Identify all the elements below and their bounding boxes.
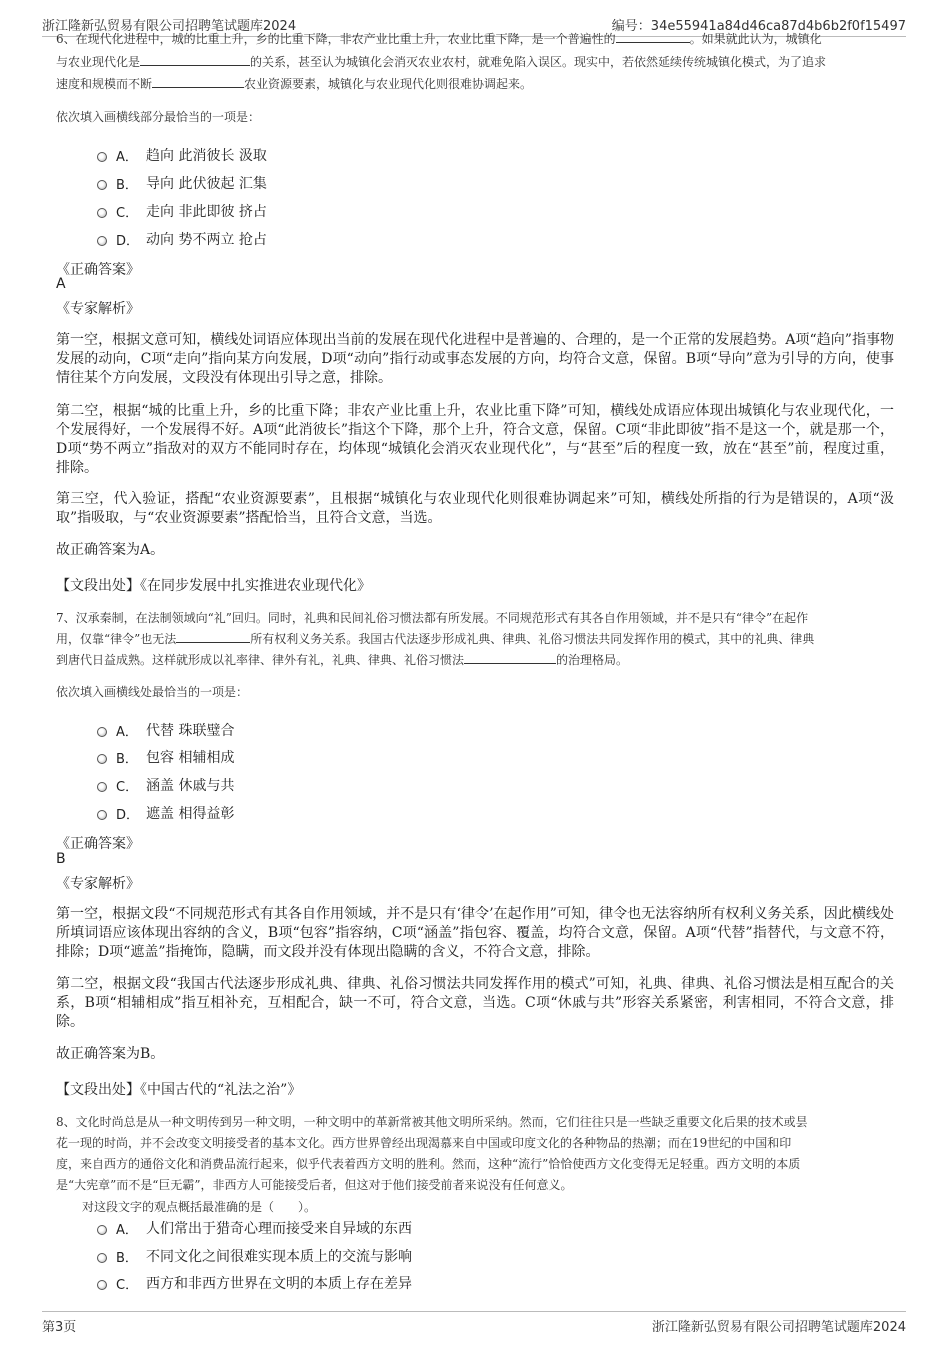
option-text: 不同文化之间很难实现本质上的交流与影响 xyxy=(146,1249,412,1265)
option-text: 趋向 此消彼长 汲取 xyxy=(146,148,267,164)
q7-prompt: 依次填入画横线处最恰当的一项是： xyxy=(56,685,249,699)
q6-answer-label: 《正确答案》 xyxy=(56,262,140,278)
option-letter: D． xyxy=(116,807,140,823)
q8-option-a[interactable] xyxy=(97,1218,412,1238)
q6-text-line1 xyxy=(56,29,894,50)
option-letter: A． xyxy=(116,149,138,165)
q7-source: 【文段出处】《中国古代的“礼法之治”》 xyxy=(56,1082,302,1098)
q8-prompt: 对这段文字的观点概括最准确的是（ ）。 xyxy=(82,1200,317,1214)
q6-text-line2 xyxy=(56,52,894,73)
radio-icon[interactable] xyxy=(97,236,107,246)
q6-option-c[interactable] xyxy=(97,201,267,221)
option-text: 动向 势不两立 抢占 xyxy=(146,232,267,248)
option-text: 导向 此伏彼起 汇集 xyxy=(146,176,267,192)
header-code-label: 编号： xyxy=(611,19,651,34)
q7-option-b[interactable] xyxy=(97,747,234,767)
radio-icon[interactable] xyxy=(97,1225,107,1235)
radio-icon[interactable] xyxy=(97,1253,107,1263)
option-letter: B． xyxy=(116,751,138,767)
q6-text-line1-a: 6、在现代化进程中，城的比重上升，乡的比重下降，非农产业比重上升，农业比重下降，是一个普遍性的 xyxy=(56,32,616,46)
q7-answer-label: 《正确答案》 xyxy=(56,836,140,852)
radio-icon[interactable] xyxy=(97,782,107,792)
q7-text-line2 xyxy=(56,629,894,650)
q7-analysis-label: 《专家解析》 xyxy=(56,876,140,892)
q6-answer: A xyxy=(56,276,66,292)
blank xyxy=(464,652,556,664)
header-code-value: 34e55941a84d46ca87d4b6b2f0f15497 xyxy=(650,19,906,34)
q7-analysis-1: 第一空，根据文段“不同规范形式有其各自作用领域，并不是只有‘律令’在起作用”可知，律令也无法容纳所有权利义务关系，因此横线处所填词语应该体现出容纳的含义，B项“包容”指容纳，C项“涵盖”指包容、覆盖，均符合文意，保留。A项“代替”指替代，与文意不符，排除；D项“遮盖”指掩饰，隐瞒，而文段并没有体现出隐瞒的含义，不符合文意，排除。 xyxy=(56,906,894,960)
option-text: 包容 相辅相成 xyxy=(146,750,235,766)
q7-text-line2-a: 用，仅靠“律令”也无法 xyxy=(56,632,177,646)
q6-analysis-label: 《专家解析》 xyxy=(56,301,140,317)
q7-text-line2-b: 所有权利义务关系。我国古代法逐步形成礼典、律典、礼俗习惯法共同发挥作用的模式，其中的礼典、律典 xyxy=(250,632,815,646)
option-text: 遮盖 相得益彰 xyxy=(146,806,235,822)
q8-text-line1: 8、文化时尚总是从一种文明传到另一种文明，一种文明中的革新常被其他文明所采纳。然而，它们往往只是一些缺乏重要文化后果的技术或昙 xyxy=(56,1115,808,1129)
radio-icon[interactable] xyxy=(97,1280,107,1290)
q8-text-line2: 花一现的时尚，并不会改变文明接受者的基本文化。西方世界曾经出现渴慕来自中国或印度文化的各种物品的热潮；而在19世纪的中国和印 xyxy=(56,1136,792,1150)
radio-icon[interactable] xyxy=(97,180,107,190)
q7-analysis-3: 故正确答案为B。 xyxy=(56,1046,165,1062)
blank xyxy=(152,76,244,88)
q8-option-b[interactable] xyxy=(97,1246,412,1266)
q6-option-a[interactable] xyxy=(97,145,267,165)
q7-text-line1: 7、汉承秦制，在法制领域向“礼”回归。同时，礼典和民间礼俗习惯法都有所发展。不同规范形式有其各自作用领域，并不是只有“律令”在起作 xyxy=(56,611,809,625)
option-letter: B． xyxy=(116,1250,138,1266)
q6-analysis-1: 第一空，根据文意可知，横线处词语应体现出当前的发展在现代化进程中是普遍的、合理的，是一个正常的发展趋势。A项“趋向”指事物发展的动向，C项“走向”指向某方向发展，D项“动向”指行动或事态发展的方向，均符合文意，保留。B项“导向”意为引导的方向，使事情往某个方向发展，文段没有体现出引导之意，排除。 xyxy=(56,332,894,386)
footer-title: 浙江隆新弘贸易有限公司招聘笔试题库2024 xyxy=(651,1320,906,1335)
blank xyxy=(140,54,250,66)
q7-option-d[interactable] xyxy=(97,803,234,823)
q7-option-c[interactable] xyxy=(97,775,234,795)
q7-answer: B xyxy=(56,851,66,867)
q6-prompt: 依次填入画横线部分最恰当的一项是： xyxy=(56,110,261,124)
q6-text-line2-a: 与农业现代化是 xyxy=(56,55,141,69)
radio-icon[interactable] xyxy=(97,754,107,764)
q6-option-d[interactable] xyxy=(97,229,267,249)
q8-text-line3: 度，来自西方的通俗文化和消费品流行起来，似乎代表着西方文明的胜利。然而，这种“流行”恰恰使西方文化变得无足轻重。西方文明的本质 xyxy=(56,1157,801,1171)
radio-icon[interactable] xyxy=(97,152,107,162)
page-number: 第3页 xyxy=(42,1320,77,1335)
header-title: 浙江隆新弘贸易有限公司招聘笔试题库2024 xyxy=(42,19,297,34)
q7-text-line3 xyxy=(56,650,894,671)
option-text: 走向 非此即彼 挤占 xyxy=(146,204,267,220)
q7-text-line3-b: 的治理格局。 xyxy=(556,653,629,667)
option-letter: D． xyxy=(116,233,140,249)
q6-text-line2-b: 的关系，甚至认为城镇化会消灭农业农村，就难免陷入误区。现实中，若依然延续传统城镇化模式，为了追求 xyxy=(250,55,827,69)
option-letter: B． xyxy=(116,177,138,193)
option-letter: C． xyxy=(116,1277,139,1293)
option-text: 西方和非西方世界在文明的本质上存在差异 xyxy=(146,1276,412,1292)
option-letter: C． xyxy=(116,779,139,795)
q6-text-line1-b: 。如果就此认为，城镇化 xyxy=(689,32,822,46)
q6-text-line3-b: 农业资源要素，城镇化与农业现代化则很难协调起来。 xyxy=(244,77,533,91)
q6-analysis-4: 故正确答案为A。 xyxy=(56,542,165,558)
radio-icon[interactable] xyxy=(97,208,107,218)
radio-icon[interactable] xyxy=(97,810,107,820)
q6-analysis-3: 第三空，代入验证，搭配“农业资源要素”，且根据“城镇化与农业现代化则很难协调起来”可知，横线处所指的行为是错误的，A项“汲取”指吸取，与“农业资源要素”搭配恰当，且符合文意，当选。 xyxy=(56,491,894,526)
blank xyxy=(616,31,690,43)
q8-text-line4: 是“大宪章”而不是“巨无霸”，非西方人可能接受后者，但这对于他们接受前者来说没有任何意义。 xyxy=(56,1178,573,1192)
radio-icon[interactable] xyxy=(97,727,107,737)
blank xyxy=(176,631,250,643)
q6-text-line3-a: 速度和规模而不断 xyxy=(56,77,153,91)
option-text: 代替 珠联璧合 xyxy=(146,723,235,739)
q7-text-line3-a: 到唐代日益成熟。这样就形成以礼率律、律外有礼，礼典、律典、礼俗习惯法 xyxy=(56,653,465,667)
q7-analysis-2: 第二空，根据文段“我国古代法逐步形成礼典、律典、礼俗习惯法共同发挥作用的模式”可知，礼典、律典、礼俗习惯法是相互配合的关系，B项“相辅相成”指互相补充，互相配合，缺一不可，符合文意，当选。C项“休戚与共”形容关系紧密，利害相同，不符合文意，排除。 xyxy=(56,976,894,1030)
option-letter: A． xyxy=(116,1222,138,1238)
q6-option-b[interactable] xyxy=(97,173,267,193)
option-letter: A． xyxy=(116,724,138,740)
option-text: 人们常出于猎奇心理而接受来自异域的东西 xyxy=(146,1221,412,1237)
q8-option-c[interactable] xyxy=(97,1273,412,1293)
q6-source: 【文段出处】《在同步发展中扎实推进农业现代化》 xyxy=(56,578,371,594)
page-footer xyxy=(42,1311,906,1336)
q7-option-a[interactable] xyxy=(97,720,234,740)
option-text: 涵盖 休戚与共 xyxy=(146,778,235,794)
q6-text-line3 xyxy=(56,74,894,95)
q6-analysis-2: 第二空，根据“城的比重上升，乡的比重下降；非农产业比重上升，农业比重下降”可知，横线处成语应体现出城镇化与农业现代化，一个发展得好，一个发展得不好。A项“此消彼长”指这个下降，那个上升，符合文意，保留。C项“非此即彼”指不是这一个，就是那一个，D项“势不两立”指敌对的双方不能同时存在，均体现“城镇化会消灭农业现代化”，与“甚至”后的程度一致，放在“甚至”前，程度过重，排除。 xyxy=(56,403,894,476)
option-letter: C． xyxy=(116,205,139,221)
